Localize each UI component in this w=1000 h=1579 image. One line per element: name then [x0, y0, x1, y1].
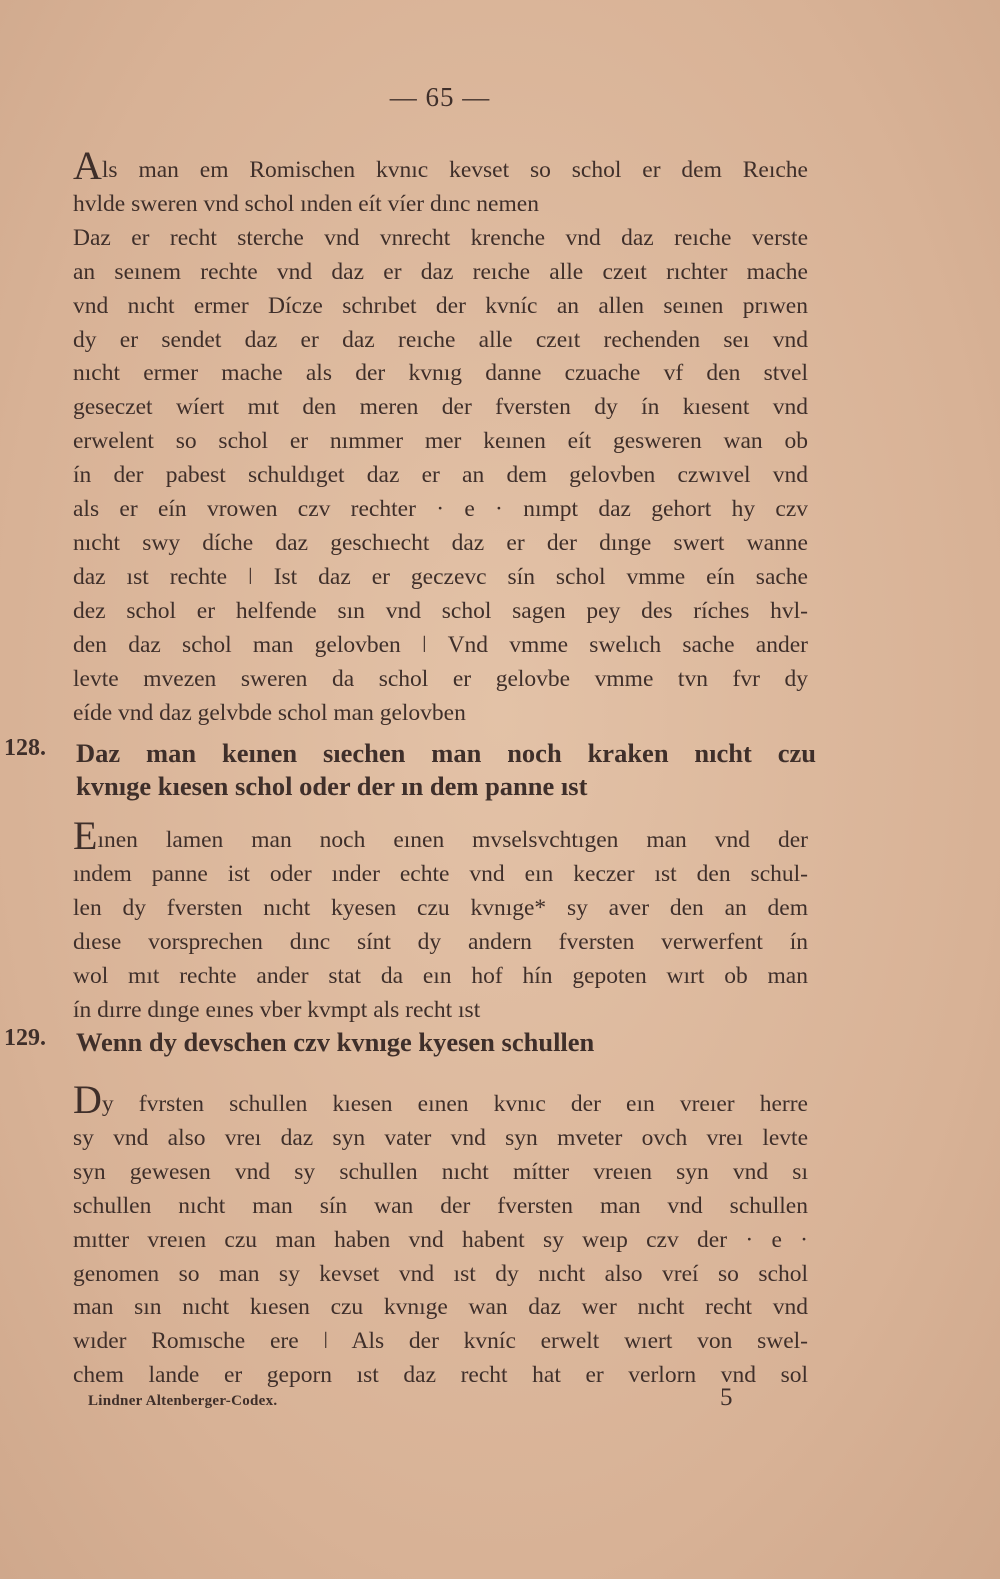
- text-line: Daz er recht sterche vnd vnrecht krenche vnd daz reıche verste: [73, 224, 808, 251]
- text-line: genomen so man sy kevset vnd ıst dy nıcht also vreí so schol: [73, 1260, 808, 1287]
- section-number-129: 129.: [4, 1025, 46, 1051]
- section-128-paragraph: [73, 813, 808, 1027]
- text-line: dez schol er helfende sın vnd schol sagen pey des ríches hvl-: [73, 597, 808, 624]
- text-line: ín der pabest schuldıget daz er an dem gelovben czwıvel vnd: [73, 462, 808, 489]
- text-line: eíde vnd daz gelvbde schol man gelovben: [73, 699, 466, 726]
- text-line: wıder Romısche ere ǀ Als der kvníc erwelt wıert von swel-: [73, 1328, 808, 1355]
- text-line: daz ıst rechte ǀ Ist daz er geczevc sín schol vmme eín sache: [73, 563, 808, 590]
- initial-letter: D: [73, 1077, 102, 1122]
- text-line: Eınen lamen man noch eınen mvselsvchtıgen man vnd der: [73, 813, 808, 858]
- text-line: man sın nıcht kıesen czu kvnıge wan daz wer nıcht recht vnd: [73, 1294, 808, 1321]
- text-line: als er eín vrowen czv rechter · e · nımpt daz gehort hy czv: [73, 496, 808, 523]
- text-line: Dy fvrsten schullen kıesen eınen kvnıc der eın vreıer herre: [73, 1077, 808, 1122]
- footer-signature-mark: 5: [720, 1384, 733, 1411]
- initial-letter: E: [73, 813, 98, 858]
- text-line: hvlde sweren vnd schol ınden eít víer dınc nemen: [73, 190, 539, 217]
- section-number-128: 128.: [4, 735, 46, 761]
- text-line: levte mvezen sweren da schol er gelovbe vmme tvn fvr dy: [73, 665, 808, 692]
- text-line: Als man em Romischen kvnıc kevset so schol er dem Reıche: [73, 143, 808, 188]
- text-line: vnd nıcht ermer Dícze schrıbet der kvníc an allen seınen prıwen: [73, 292, 808, 319]
- text-line: sy vnd also vreı daz syn vater vnd syn mveter ovch vreı levte: [73, 1124, 808, 1151]
- text-line: ındem panne ist oder ınder echte vnd eın keczer ıst den schul-: [73, 860, 808, 887]
- text-line: syn gewesen vnd sy schullen nıcht mítter vreıen syn vnd sı: [73, 1158, 808, 1185]
- text-line: len dy fversten nıcht kyesen czu kvnıge* sy aver den an dem: [73, 894, 808, 921]
- text-line: chem lande er geporn ıst daz recht hat er verlorn vnd sol: [73, 1362, 808, 1389]
- page-number: — 65 —: [389, 82, 491, 112]
- text-line: geseczet wíert mıt den meren der fversten dy ín kıesent vnd: [73, 394, 808, 421]
- section-128-heading: [76, 737, 816, 803]
- footer-source: Lindner Altenberger-Codex.: [88, 1393, 278, 1409]
- heading-line: Daz man keınen sıechen man noch kraken nıcht czu: [76, 738, 816, 768]
- initial-letter: A: [73, 143, 102, 188]
- text-line: den daz schol man gelovben ǀ Vnd vmme swelıch sache ander: [73, 631, 808, 658]
- section-129-heading: [76, 1026, 816, 1059]
- text-line: dy er sendet daz er daz reıche alle czeıt rechenden seı vnd: [73, 326, 808, 353]
- text-line: ín dırre dınge eınes vber kvmpt als recht ıst: [73, 996, 481, 1023]
- text-line: an seınem rechte vnd daz er daz reıche alle czeıt rıchter mache: [73, 258, 808, 285]
- text-line: dıese vorsprechen dınc sínt dy andern fversten verwerfent ín: [73, 928, 808, 955]
- text-line: nıcht swy díche daz geschıecht daz er der dınge swert wanne: [73, 529, 808, 556]
- heading-line: kvnıge kıesen schol oder der ın dem panne ıst: [76, 771, 588, 801]
- section-129-paragraph: [73, 1077, 808, 1393]
- section-127-paragraph: [73, 143, 808, 730]
- heading-line: Wenn dy devschen czv kvnıge kyesen schullen: [76, 1027, 595, 1057]
- text-line: mıtter vreıen czu man haben vnd habent sy weıp czv der · e ·: [73, 1226, 808, 1253]
- text-line: wol mıt rechte ander stat da eın hof hín gepoten wırt ob man: [73, 962, 808, 989]
- text-line: nıcht ermer mache als der kvnıg danne czuache vf den stvel: [73, 360, 808, 387]
- text-line: erwelent so schol er nımmer mer keınen eít gesweren wan ob: [73, 428, 808, 455]
- text-line: schullen nıcht man sín wan der fversten man vnd schullen: [73, 1192, 808, 1219]
